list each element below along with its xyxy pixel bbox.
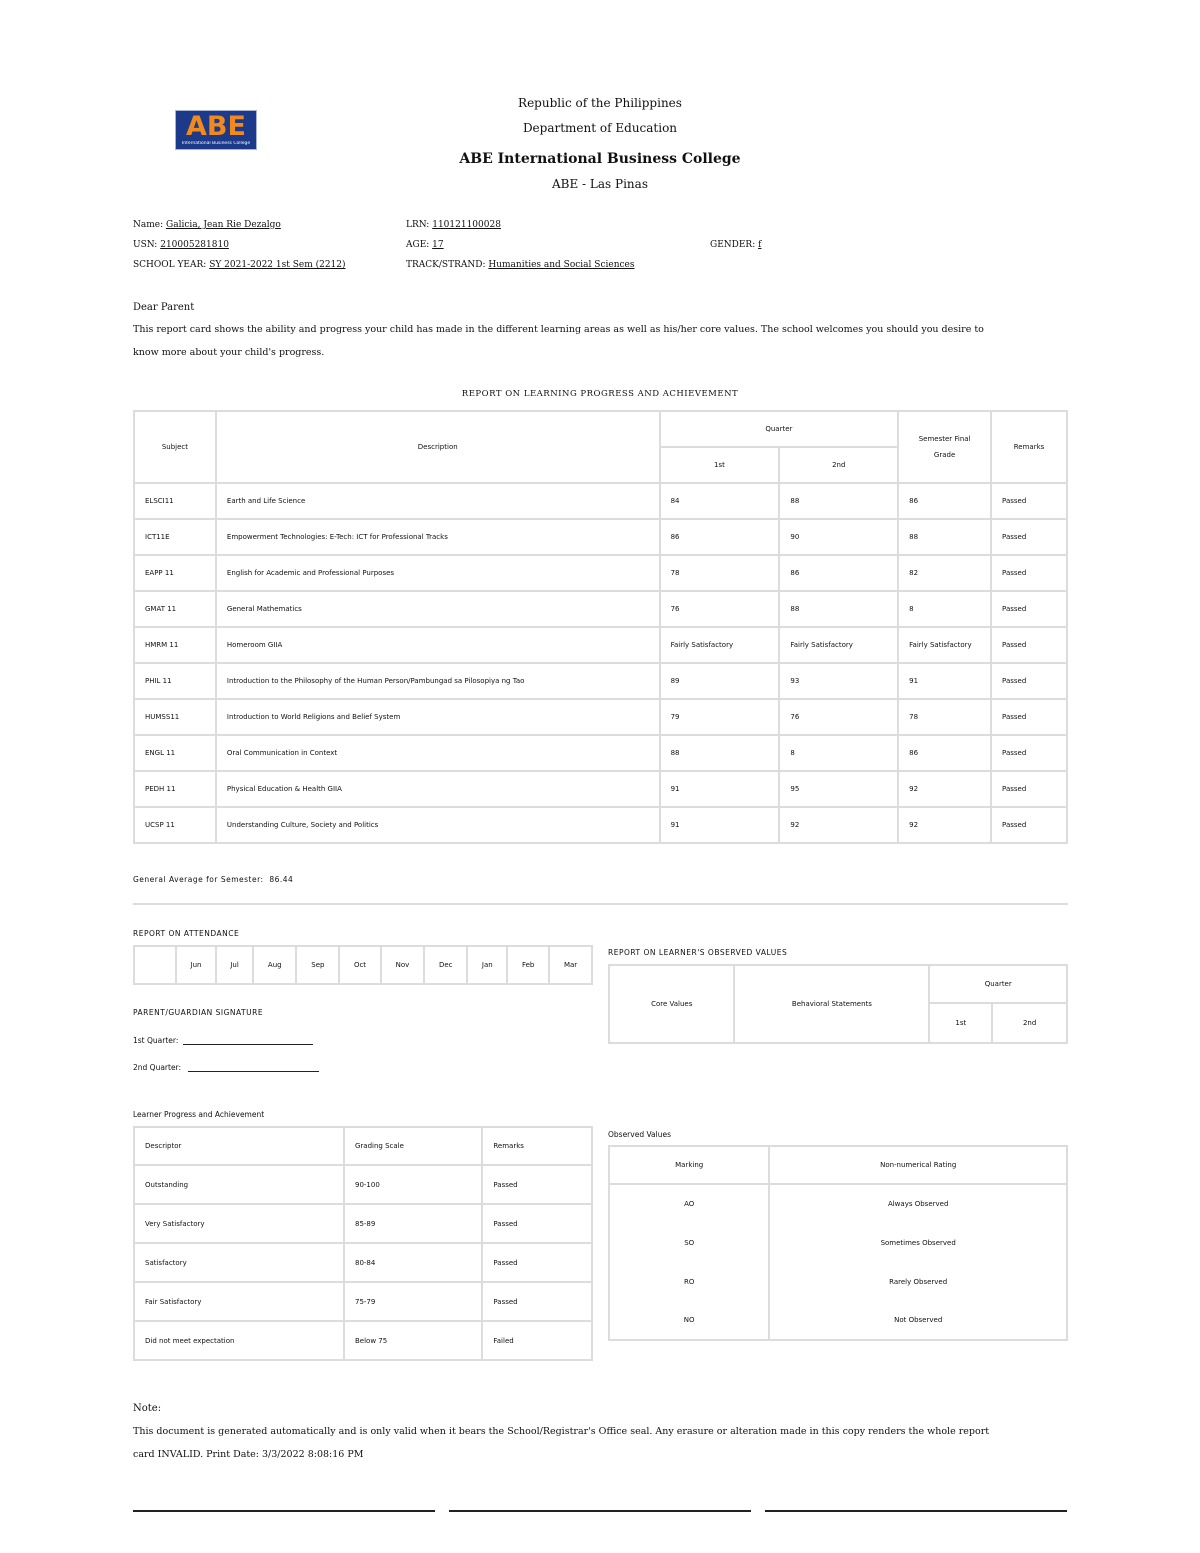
- grades-table: [133, 410, 1068, 844]
- subject-code: ENGL 11: [134, 735, 216, 771]
- observed-marking: RO: [609, 1262, 769, 1301]
- grade-row: [134, 807, 1067, 843]
- attendance-month: Dec: [424, 946, 467, 984]
- grade-q2: 8: [779, 735, 898, 771]
- subject-code: ICT11E: [134, 519, 216, 555]
- scale-remarks: Passed: [482, 1165, 592, 1204]
- header-description: Description: [216, 411, 660, 483]
- grade-final: 86: [898, 735, 991, 771]
- signature-q1: 1st Quarter:: [133, 1036, 179, 1045]
- subject-description: General Mathematics: [216, 591, 660, 627]
- subject-description: Oral Communication in Context: [216, 735, 660, 771]
- signature-line-1: [133, 1510, 435, 1512]
- grade-q2: 76: [779, 699, 898, 735]
- grade-q1: 84: [660, 483, 780, 519]
- grade-remarks: Passed: [991, 807, 1067, 843]
- observed-title: Observed Values: [608, 1130, 671, 1139]
- observed-header-marking: Marking: [609, 1146, 769, 1184]
- subject-code: GMAT 11: [134, 591, 216, 627]
- grade-q1: Fairly Satisfactory: [660, 627, 780, 663]
- student-lrn: LRN: 110121100028: [406, 220, 501, 230]
- attendance-month: Sep: [296, 946, 339, 984]
- subject-code: EAPP 11: [134, 555, 216, 591]
- signature-q1-line[interactable]: [183, 1044, 313, 1045]
- grade-row: [134, 771, 1067, 807]
- values-q2-header: 2nd: [992, 1003, 1067, 1043]
- grade-row: [134, 627, 1067, 663]
- campus-name: ABE - Las Pinas: [552, 177, 648, 191]
- attendance-month: Mar: [549, 946, 592, 984]
- scale-header-descriptor: Descriptor: [134, 1127, 344, 1165]
- values-statements-header: Behavioral Statements: [734, 965, 929, 1043]
- grade-q1: 79: [660, 699, 780, 735]
- signature-q2-line[interactable]: [188, 1071, 319, 1072]
- subject-code: PHIL 11: [134, 663, 216, 699]
- signature-line-3: [765, 1510, 1067, 1512]
- grade-final: 8: [898, 591, 991, 627]
- subject-code: HUMSS11: [134, 699, 216, 735]
- signature-title: PARENT/GUARDIAN SIGNATURE: [133, 1008, 264, 1017]
- general-average-value: 86.44: [269, 875, 294, 884]
- attendance-month: Oct: [339, 946, 380, 984]
- subject-code: ELSCI11: [134, 483, 216, 519]
- scale-header-remarks: Remarks: [482, 1127, 592, 1165]
- scale-row: [134, 1165, 592, 1204]
- attendance-month: Jun: [176, 946, 216, 984]
- attendance-title: REPORT ON ATTENDANCE: [133, 929, 240, 938]
- signature-q2: 2nd Quarter:: [133, 1063, 182, 1072]
- observed-marking: NO: [609, 1301, 769, 1340]
- grade-row: [134, 483, 1067, 519]
- subject-code: HMRM 11: [134, 627, 216, 663]
- attendance-month: Nov: [381, 946, 424, 984]
- grade-q1: 88: [660, 735, 780, 771]
- general-average: General Average for Semester: 86.44: [133, 875, 294, 884]
- header-quarter: Quarter: [660, 411, 899, 447]
- observed-row: [609, 1301, 1067, 1340]
- scale-remarks: Passed: [482, 1243, 592, 1282]
- attendance-month: Feb: [507, 946, 549, 984]
- subject-description: Empowerment Technologies: E-Tech: ICT for Professional Tracks: [216, 519, 660, 555]
- scale-range: 75-79: [344, 1282, 482, 1321]
- grade-q2: 86: [779, 555, 898, 591]
- grades-title: REPORT ON LEARNING PROGRESS AND ACHIEVEMENT: [461, 389, 739, 399]
- observed-table: [608, 1145, 1068, 1341]
- grade-final: 92: [898, 807, 991, 843]
- scale-descriptor: Did not meet expectation: [134, 1321, 344, 1360]
- scale-range: 85-89: [344, 1204, 482, 1243]
- subject-code: UCSP 11: [134, 807, 216, 843]
- subject-description: Physical Education & Health GIIA: [216, 771, 660, 807]
- grade-q2: 88: [779, 591, 898, 627]
- grade-q2: Fairly Satisfactory: [779, 627, 898, 663]
- attendance-month: Jan: [467, 946, 507, 984]
- observed-row: [609, 1184, 1067, 1223]
- student-gender: GENDER: f: [710, 240, 762, 250]
- grade-q2: 93: [779, 663, 898, 699]
- subject-description: Earth and Life Science: [216, 483, 660, 519]
- scale-descriptor: Satisfactory: [134, 1243, 344, 1282]
- divider: [133, 903, 1068, 905]
- subject-description: Understanding Culture, Society and Politics: [216, 807, 660, 843]
- subject-description: Homeroom GIIA: [216, 627, 660, 663]
- grade-row: [134, 519, 1067, 555]
- observed-row: [609, 1262, 1067, 1301]
- subject-description: English for Academic and Professional Purposes: [216, 555, 660, 591]
- scale-range: 90-100: [344, 1165, 482, 1204]
- observed-rating: Not Observed: [769, 1301, 1067, 1340]
- letter-greeting: Dear Parent: [133, 302, 195, 313]
- grade-remarks: Passed: [991, 735, 1067, 771]
- header-republic: Republic of the Philippines: [518, 96, 682, 110]
- student-name: Name: Galicia, Jean Rie Dezalgo: [133, 220, 281, 230]
- grade-q1: 86: [660, 519, 780, 555]
- values-q1-header: 1st: [929, 1003, 992, 1043]
- grade-row: [134, 555, 1067, 591]
- grade-final: 78: [898, 699, 991, 735]
- subject-description: Introduction to World Religions and Belief System: [216, 699, 660, 735]
- subject-description: Introduction to the Philosophy of the Human Person/Pambungad sa Pilosopiya ng Tao: [216, 663, 660, 699]
- grade-q1: 91: [660, 807, 780, 843]
- scale-remarks: Passed: [482, 1282, 592, 1321]
- grade-row: [134, 735, 1067, 771]
- attendance-table: [133, 945, 593, 985]
- scale-row: [134, 1204, 592, 1243]
- note-body: This document is generated automatically and is only valid when it bears the School/Registrar's Office seal. Any erasure or alteration made in this copy renders the whole report card INVALID. Print Date: 3/3/2022 8:08:16 PM: [133, 1426, 990, 1460]
- grade-q1: 91: [660, 771, 780, 807]
- attendance-month: Jul: [216, 946, 253, 984]
- grade-row: [134, 699, 1067, 735]
- grade-final: 92: [898, 771, 991, 807]
- observed-rating: Always Observed: [769, 1184, 1067, 1223]
- scale-remarks: Passed: [482, 1204, 592, 1243]
- grade-remarks: Passed: [991, 555, 1067, 591]
- observed-rating: Rarely Observed: [769, 1262, 1067, 1301]
- scale-descriptor: Outstanding: [134, 1165, 344, 1204]
- grade-remarks: Passed: [991, 519, 1067, 555]
- header-department: Department of Education: [522, 121, 678, 135]
- grade-q2: 95: [779, 771, 898, 807]
- values-quarter-header: Quarter: [929, 965, 1067, 1003]
- subject-code: PEDH 11: [134, 771, 216, 807]
- scale-range: Below 75: [344, 1321, 482, 1360]
- grade-remarks: Passed: [991, 771, 1067, 807]
- track-strand: TRACK/STRAND: Humanities and Social Sciences: [406, 260, 635, 270]
- attendance-month: Aug: [253, 946, 296, 984]
- grade-row: [134, 591, 1067, 627]
- grade-q1: 78: [660, 555, 780, 591]
- grade-final: Fairly Satisfactory: [898, 627, 991, 663]
- note-title: Note:: [133, 1403, 162, 1414]
- school-year: SCHOOL YEAR: SY 2021-2022 1st Sem (2212): [133, 260, 346, 270]
- header-subject: Subject: [134, 411, 216, 483]
- grade-q1: 76: [660, 591, 780, 627]
- scale-table: [133, 1126, 593, 1361]
- grade-remarks: Passed: [991, 627, 1067, 663]
- scale-descriptor: Very Satisfactory: [134, 1204, 344, 1243]
- school-name: ABE International Business College: [459, 151, 741, 167]
- signature-line-2: [449, 1510, 751, 1512]
- observed-marking: SO: [609, 1223, 769, 1262]
- observed-header-rating: Non-numerical Rating: [769, 1146, 1067, 1184]
- student-age: AGE: 17: [406, 240, 444, 250]
- grade-remarks: Passed: [991, 663, 1067, 699]
- header-final-grade: Semester Final Grade: [898, 411, 991, 483]
- values-table: [608, 964, 1068, 1044]
- scale-range: 80-84: [344, 1243, 482, 1282]
- grade-final: 91: [898, 663, 991, 699]
- scale-row: [134, 1282, 592, 1321]
- letter-body: This report card shows the ability and progress your child has made in the different learning areas as well as his/her core values. The school welcomes you should you desire to know more about your child's progress.: [133, 324, 984, 358]
- scale-row: [134, 1321, 592, 1360]
- scale-remarks: Failed: [482, 1321, 592, 1360]
- values-core-header: Core Values: [609, 965, 734, 1043]
- scale-row: [134, 1243, 592, 1282]
- values-title: REPORT ON LEARNER'S OBSERVED VALUES: [608, 948, 788, 957]
- observed-row: [609, 1223, 1067, 1262]
- grade-remarks: Passed: [991, 483, 1067, 519]
- observed-marking: AO: [609, 1184, 769, 1223]
- grade-q2: 90: [779, 519, 898, 555]
- grade-q2: 92: [779, 807, 898, 843]
- school-logo: ABE International Business College: [175, 110, 257, 150]
- attendance-label-cell: [134, 946, 176, 984]
- grade-row: [134, 663, 1067, 699]
- scale-header-grading: Grading Scale: [344, 1127, 482, 1165]
- scale-title: Learner Progress and Achievement: [133, 1110, 265, 1119]
- grade-final: 86: [898, 483, 991, 519]
- observed-rating: Sometimes Observed: [769, 1223, 1067, 1262]
- scale-descriptor: Fair Satisfactory: [134, 1282, 344, 1321]
- grade-q2: 88: [779, 483, 898, 519]
- header-q1: 1st: [660, 447, 780, 483]
- grade-remarks: Passed: [991, 591, 1067, 627]
- grade-final: 82: [898, 555, 991, 591]
- grade-final: 88: [898, 519, 991, 555]
- header-q2: 2nd: [779, 447, 898, 483]
- header-remarks: Remarks: [991, 411, 1067, 483]
- grade-remarks: Passed: [991, 699, 1067, 735]
- grade-q1: 89: [660, 663, 780, 699]
- student-usn: USN: 210005281810: [133, 240, 229, 250]
